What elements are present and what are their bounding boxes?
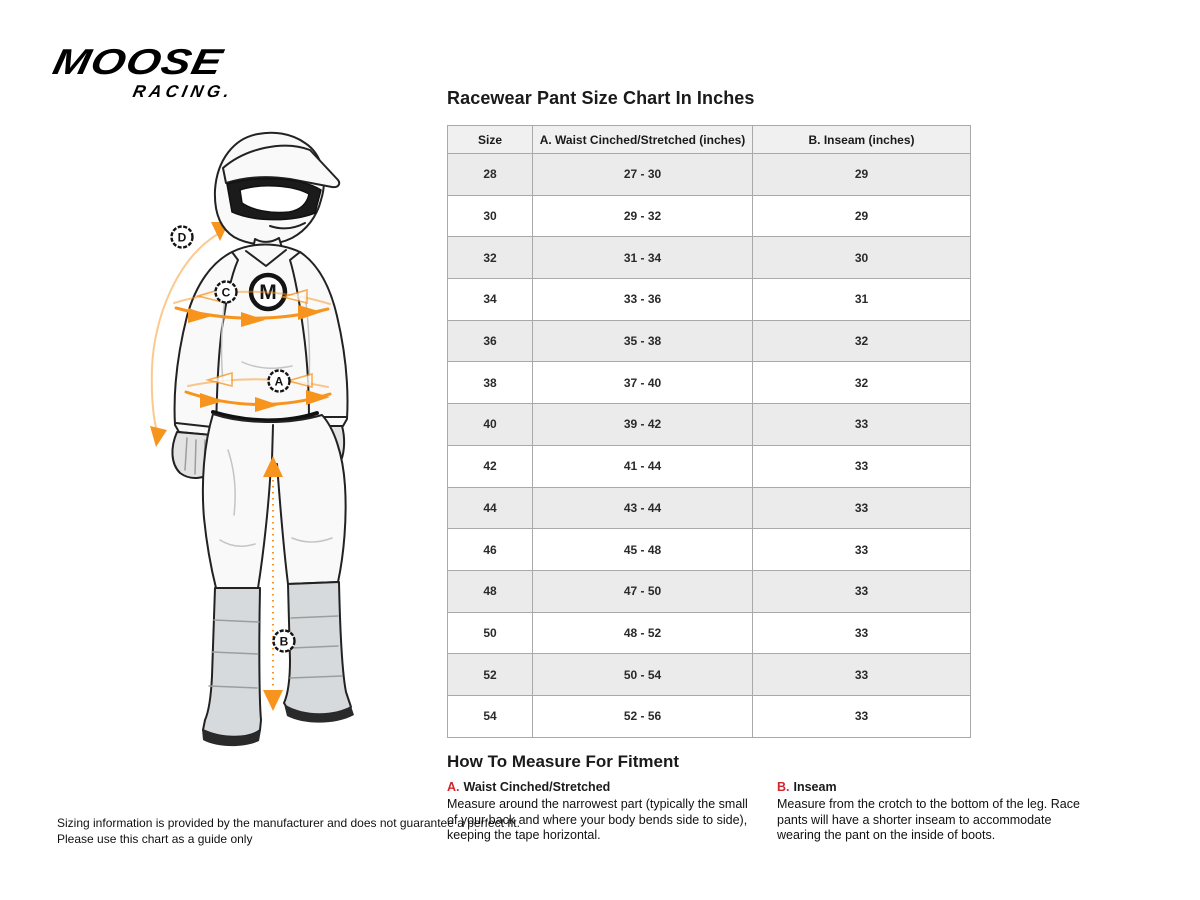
waist-cell: 29 - 32 bbox=[533, 195, 753, 237]
moose-racing-logo bbox=[49, 41, 257, 102]
measure-letter-b: B. bbox=[777, 780, 790, 794]
column-header-inseam: B. Inseam (inches) bbox=[753, 126, 971, 154]
size-chart-table bbox=[447, 125, 971, 738]
inseam-cell: 33 bbox=[753, 529, 971, 571]
size-cell: 46 bbox=[448, 529, 533, 571]
measure-item-body: Measure around the narrowest part (typically the small of your back and where your body bends side to side), keeping the tape horizontal. bbox=[447, 797, 748, 842]
marker-a bbox=[269, 371, 290, 392]
size-cell: 32 bbox=[448, 237, 533, 279]
inseam-cell: 33 bbox=[753, 612, 971, 654]
measure-item-title bbox=[777, 780, 1087, 795]
table-row bbox=[448, 695, 971, 737]
inseam-cell: 30 bbox=[753, 237, 971, 279]
inseam-cell: 32 bbox=[753, 320, 971, 362]
inseam-cell: 32 bbox=[753, 362, 971, 404]
waist-cell: 31 - 34 bbox=[533, 237, 753, 279]
inseam-cell: 33 bbox=[753, 404, 971, 446]
inseam-cell: 31 bbox=[753, 279, 971, 321]
size-cell: 42 bbox=[448, 445, 533, 487]
table-header-row bbox=[448, 126, 971, 154]
svg-text:A: A bbox=[274, 374, 284, 389]
waist-cell: 35 - 38 bbox=[533, 320, 753, 362]
boots bbox=[202, 582, 354, 746]
table-row bbox=[448, 320, 971, 362]
measure-name: Inseam bbox=[793, 780, 837, 794]
measure-item-title bbox=[447, 780, 749, 795]
size-chart-title: Racewear Pant Size Chart In Inches bbox=[447, 88, 755, 108]
disclaimer-line-1: Sizing information is provided by the manufacturer and does not guarantee a perfect fit. bbox=[57, 816, 520, 830]
table-row bbox=[448, 612, 971, 654]
waist-cell: 43 - 44 bbox=[533, 487, 753, 529]
waist-cell: 37 - 40 bbox=[533, 362, 753, 404]
helmet bbox=[215, 133, 339, 245]
inseam-cell: 33 bbox=[753, 570, 971, 612]
measure-letter-a: A. bbox=[447, 780, 460, 794]
waist-cell: 48 - 52 bbox=[533, 612, 753, 654]
inseam-cell: 33 bbox=[753, 695, 971, 737]
waist-cell: 39 - 42 bbox=[533, 404, 753, 446]
size-cell: 52 bbox=[448, 654, 533, 696]
table-row bbox=[448, 529, 971, 571]
size-cell: 50 bbox=[448, 612, 533, 654]
table-row bbox=[448, 445, 971, 487]
column-header-size: Size bbox=[448, 126, 533, 154]
table-row bbox=[448, 487, 971, 529]
svg-text:C: C bbox=[221, 285, 231, 300]
marker-b bbox=[274, 631, 295, 652]
waist-cell: 33 - 36 bbox=[533, 279, 753, 321]
table-row bbox=[448, 362, 971, 404]
size-cell: 36 bbox=[448, 320, 533, 362]
disclaimer-line-2: Please use this chart as a guide only bbox=[57, 831, 253, 846]
how-to-measure-heading: How To Measure For Fitment bbox=[447, 752, 680, 771]
table-row bbox=[448, 570, 971, 612]
waist-cell: 47 - 50 bbox=[533, 570, 753, 612]
svg-text:B: B bbox=[279, 634, 289, 649]
svg-text:M: M bbox=[259, 281, 277, 304]
waist-cell: 41 - 44 bbox=[533, 445, 753, 487]
svg-text:D: D bbox=[177, 230, 187, 245]
waist-cell: 52 - 56 bbox=[533, 695, 753, 737]
inseam-cell: 29 bbox=[753, 154, 971, 196]
measure-item-inseam bbox=[777, 780, 1087, 843]
inseam-cell: 33 bbox=[753, 445, 971, 487]
inseam-cell: 33 bbox=[753, 654, 971, 696]
table-row bbox=[448, 404, 971, 446]
logo-word-moose: MOOSE bbox=[49, 41, 227, 83]
size-cell: 28 bbox=[448, 154, 533, 196]
sizing-disclaimer bbox=[57, 816, 520, 847]
table-row bbox=[448, 154, 971, 196]
table-row bbox=[448, 195, 971, 237]
waist-cell: 27 - 30 bbox=[533, 154, 753, 196]
marker-d bbox=[172, 227, 193, 248]
size-cell: 44 bbox=[448, 487, 533, 529]
measure-name: Waist Cinched/Stretched bbox=[463, 780, 611, 794]
logo-word-racing: RACING. bbox=[131, 82, 235, 101]
pants bbox=[203, 412, 346, 588]
inseam-cell: 29 bbox=[753, 195, 971, 237]
table-row bbox=[448, 654, 971, 696]
measure-item-body: Measure from the crotch to the bottom of the leg. Race pants will have a shorter inseam to accommodate wearing the pant on the inside of boots. bbox=[777, 797, 1080, 842]
size-cell: 38 bbox=[448, 362, 533, 404]
size-cell: 40 bbox=[448, 404, 533, 446]
table-row bbox=[448, 279, 971, 321]
waist-cell: 45 - 48 bbox=[533, 529, 753, 571]
size-cell: 34 bbox=[448, 279, 533, 321]
size-cell: 30 bbox=[448, 195, 533, 237]
inseam-cell: 33 bbox=[753, 487, 971, 529]
marker-c bbox=[216, 282, 237, 303]
waist-cell: 50 - 54 bbox=[533, 654, 753, 696]
size-cell: 54 bbox=[448, 695, 533, 737]
rider-measurement-illustration bbox=[60, 120, 440, 750]
column-header-waist: A. Waist Cinched/Stretched (inches) bbox=[533, 126, 753, 154]
size-cell: 48 bbox=[448, 570, 533, 612]
table-row bbox=[448, 237, 971, 279]
